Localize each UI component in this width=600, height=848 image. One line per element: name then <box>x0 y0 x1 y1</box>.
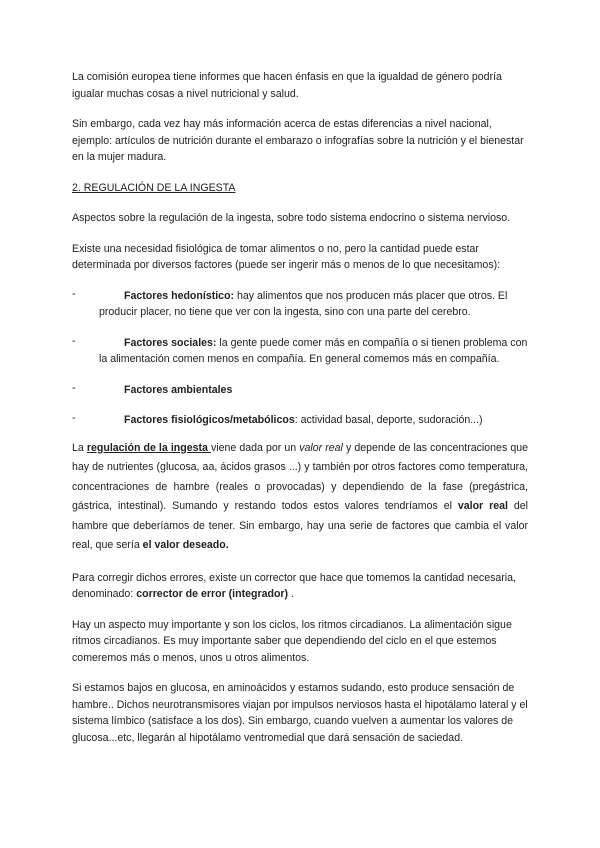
bullet-text: : actividad basal, deporte, sudoración...) <box>294 414 483 426</box>
paragraph-error-corrector <box>72 570 528 603</box>
list-item-hedonic <box>72 288 528 321</box>
bullet-text: hay alimentos que nos producen más placer que otros. El producir placer, no tiene que ver con la ingesta, sino con una parte del cerebro. <box>99 289 508 318</box>
bullet-dash: - <box>72 287 76 300</box>
bullet-label: Factores hedonístico: <box>124 289 235 302</box>
document-page <box>72 69 528 746</box>
list-item-social <box>72 335 528 368</box>
paragraph-gender-equality: La comisión europea tiene informes que hacen énfasis en que la igualdad de género podría igualar muchas cosas a nivel nutricional y salud. <box>72 71 502 100</box>
paragraph-circadian: Hay un aspecto muy importante y son los ciclos, los ritmos circadianos. La alimentación sigue ritmos circadianos. Es muy importante saber que dependiendo del ciclo en el que estemos comeremos más o menos, unos u otros alimentos. <box>72 618 512 664</box>
paragraph-intake-regulation <box>72 439 528 556</box>
bullet-label: Factores fisiológicos/metabólicos <box>124 414 295 426</box>
list-item-environmental <box>72 382 528 399</box>
bullet-dash: - <box>72 412 76 424</box>
regulation-term: regulación de la ingesta <box>86 441 211 454</box>
text-run: y depende de las concentraciones que hay de nutrientes (glucosa, aa, ácidos grasos ...) y también por otros factores como temperatura, concentraciones de hambre (reales o provocadas) y dependiendo de la fase (pregástrica, gástrica, intestinal). Sumando y restando todos estos valores tendríamos el <box>72 441 528 512</box>
bullet-text: la gente puede comer más en compañía o si tienen problema con la alimentación comen menos en compañía. En general comemos más en compañía. <box>99 336 528 365</box>
real-value-term: valor real <box>299 441 343 454</box>
bullet-label: Factores ambientales <box>124 383 233 396</box>
text-run: . <box>288 588 294 600</box>
bullet-dash: - <box>72 334 76 347</box>
real-value-bold: valor real <box>457 500 508 512</box>
text-run: La <box>72 441 87 454</box>
list-item-physiological <box>72 412 528 429</box>
text-run: Para corregir dichos errores, existe un corrector que hace que tomemos la cantidad necesaria, denominado: <box>72 571 516 600</box>
text-run: del hambre que deberíamos de tener. Sin embargo, hay una serie de factores que cambia el valor real, que sería <box>72 500 528 551</box>
bullet-dash: - <box>72 381 76 394</box>
section-heading: 2. REGULACIÓN DE LA INGESTA <box>72 181 236 194</box>
paragraph-national-info: Sin embargo, cada vez hay más información acerca de estas diferencias a nivel nacional, ejemplo: artículos de nutrición durante el embarazo o infografías sobre la nutrición y el bienestar en la mujer madura. <box>72 118 524 163</box>
corrector-term: corrector de error (integrador) <box>136 588 289 600</box>
paragraph-physiological-need: Existe una necesidad fisiológica de tomar alimentos o no, pero la cantidad puede estar determinada por diversos factores (puede ser ingerir más o menos de lo que necesitamos): <box>72 242 501 271</box>
paragraph-regulation-aspects: Aspectos sobre la regulación de la ingesta, sobre todo sistema endocrino o sistema nervioso. <box>72 212 511 224</box>
desired-value-bold: el valor deseado. <box>142 539 229 551</box>
bullet-label: Factores sociales: <box>124 336 217 349</box>
paragraph-glucose: Si estamos bajos en glucosa, en aminoácidos y estamos sudando, esto produce sensación de hambre.. Dichos neurotransmisores viajan por impulsos nerviosos hasta el hipotálamo lateral y el sistema límbico (satisface a los dos). Sin embargo, cuando vuelven a aumentar los valores de glucosa...etc, llegarán al hipotálamo ventromedial que dará sensación de saciedad. <box>72 682 528 744</box>
text-run: viene dada por un <box>210 441 300 454</box>
